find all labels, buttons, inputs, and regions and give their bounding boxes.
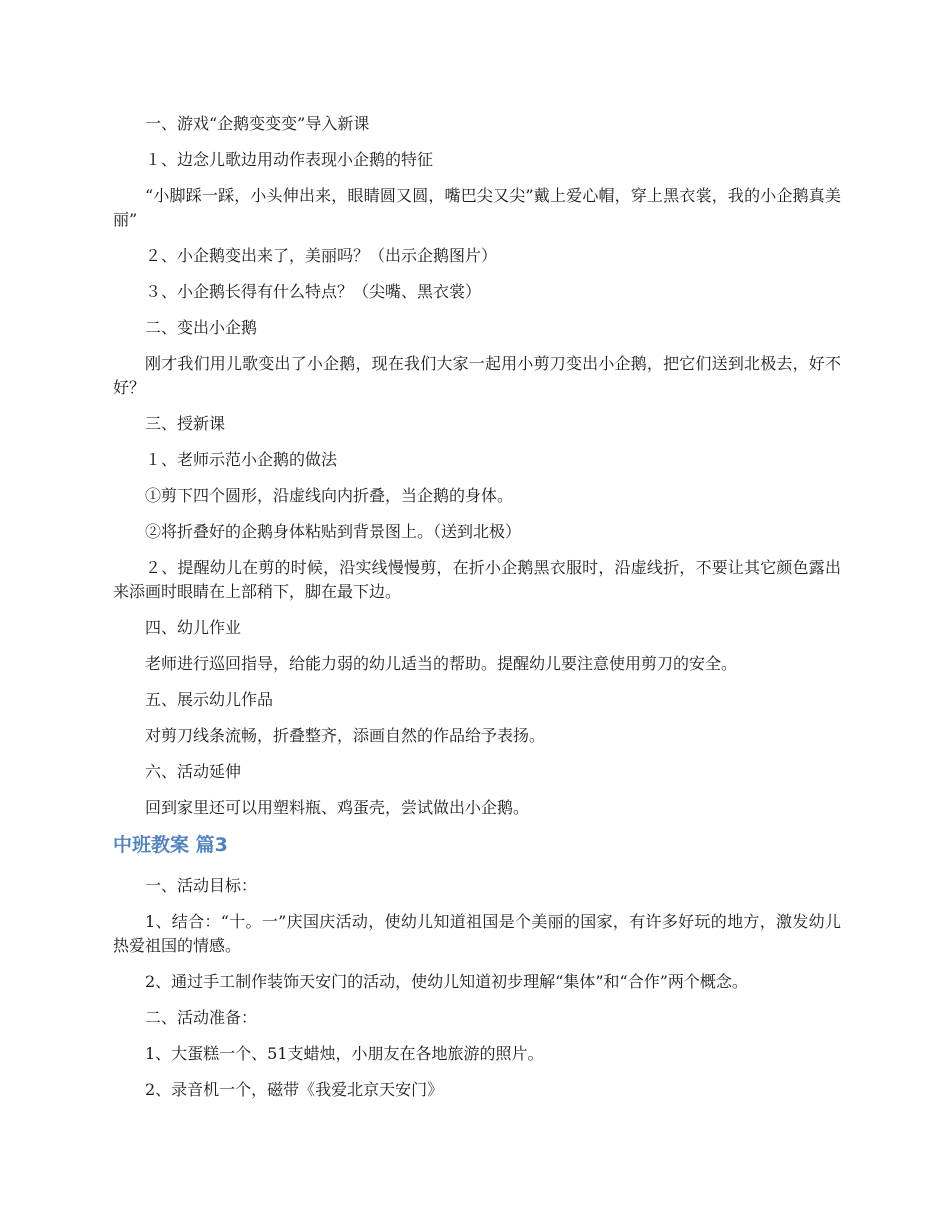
paragraph: 六、活动延伸 (145, 762, 242, 781)
paragraph: ②将折叠好的企鹅身体粘贴到背景图上。（送到北极） (145, 522, 522, 541)
paragraph: 回到家里还可以用塑料瓶、鸡蛋壳，尝试做出小企鹅。 (145, 798, 530, 817)
document-body (113, 112, 841, 1114)
paragraph: 一、游戏“企鹅变变变”导入新课 (145, 114, 370, 133)
paragraph: 五、展示幼儿作品 (145, 690, 274, 709)
paragraph: 2、录音机一个，磁带《我爱北京天安门》 (145, 1080, 444, 1099)
paragraph: 一、活动目标： (145, 876, 258, 895)
paragraph: １、老师示范小企鹅的做法 (145, 450, 338, 469)
paragraph: 四、幼儿作业 (145, 618, 242, 637)
paragraph: 二、活动准备： (145, 1008, 258, 1027)
paragraph: 1、大蛋糕一个、51支蜡烛，小朋友在各地旅游的照片。 (145, 1044, 544, 1063)
paragraph: 刚才我们用儿歌变出了小企鹅，现在我们大家一起用小剪刀变出小企鹅，把它们送到北极去，好不好？ (113, 354, 841, 397)
paragraph: １、边念儿歌边用动作表现小企鹅的特征 (145, 150, 434, 169)
paragraph: 2、通过手工制作装饰天安门的活动，使幼儿知道初步理解“集体”和“合作”两个概念。 (145, 972, 748, 991)
paragraph: ①剪下四个圆形，沿虚线向内折叠，当企鹅的身体。 (145, 486, 514, 505)
paragraph: ３、小企鹅长得有什么特点？（尖嘴、黑衣裳） (145, 282, 482, 301)
paragraph: ２、小企鹅变出来了，美丽吗？（出示企鹅图片） (145, 246, 498, 265)
paragraph: “小脚踩一踩，小头伸出来，眼睛圆又圆，嘴巴尖又尖”戴上爱心帽，穿上黑衣裳，我的小企鹅真美丽” (113, 186, 841, 229)
paragraph: ２、提醒幼儿在剪的时候，沿实线慢慢剪，在折小企鹅黑衣服时，沿虚线折，不要让其它颜色露出来添画时眼睛在上部稍下，脚在最下边。 (113, 558, 841, 601)
paragraph: 老师进行巡回指导，给能力弱的幼儿适当的帮助。提醒幼儿要注意使用剪刀的安全。 (145, 654, 738, 673)
paragraph: 二、变出小企鹅 (145, 318, 258, 337)
paragraph: 1、结合：“十。一”庆国庆活动，使幼儿知道祖国是个美丽的国家，有许多好玩的地方，激发幼儿热爱祖国的情感。 (113, 912, 841, 955)
section-heading: 中班教案 篇3 (113, 834, 228, 856)
paragraph: 对剪刀线条流畅，折叠整齐，添画自然的作品给予表扬。 (145, 726, 546, 745)
paragraph: 三、授新课 (145, 414, 226, 433)
